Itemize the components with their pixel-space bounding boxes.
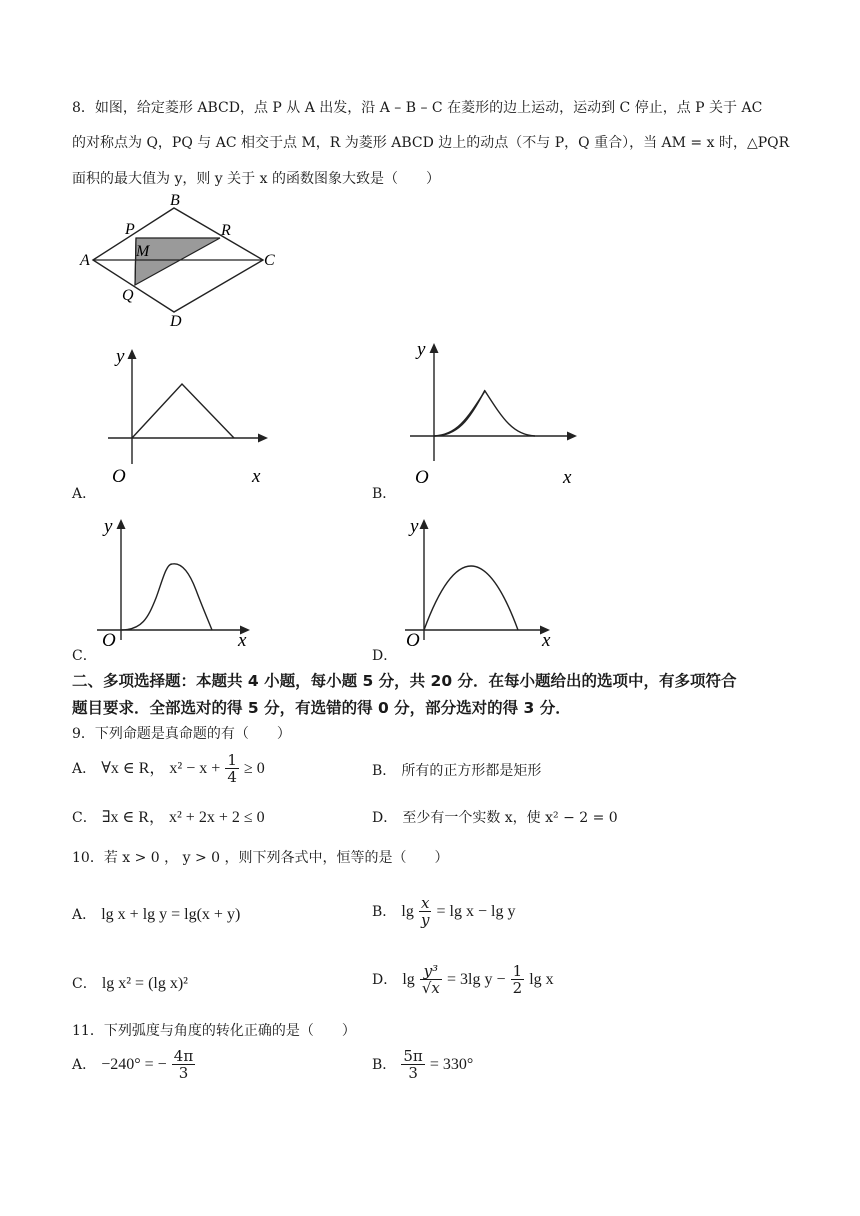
q11-a-label: A． xyxy=(72,1057,97,1073)
q10-option-d xyxy=(372,963,554,996)
label-a: A xyxy=(80,252,90,269)
q10-b-label: B． xyxy=(372,904,397,920)
q10-d-mid: = 3lg y − xyxy=(447,971,506,988)
curve-b-rise xyxy=(434,391,485,436)
q9-option-c xyxy=(72,807,265,828)
q10-d-label: D． xyxy=(372,972,398,988)
axis-y-c: y xyxy=(104,516,113,537)
axis-y-a: y xyxy=(116,346,125,367)
rhombus-figure xyxy=(78,190,288,330)
q9-option-b xyxy=(372,760,541,781)
q8-line3: 面积的最大值为 y，则 y 关于 x 的函数图象大致是（ ） xyxy=(72,171,440,187)
q10-b-pre: lg xyxy=(401,903,414,920)
q11-a-fraction: $\frac{4\pi}{3}$ xyxy=(173,1047,194,1082)
label-m: M xyxy=(136,243,150,260)
axis-x-c: x xyxy=(238,630,247,651)
q9-d-text: 至少有一个实数 x，使 x² − 2 = 0 xyxy=(402,810,618,826)
q10-d-post: lg x xyxy=(529,971,554,988)
q11-stem: 11．下列弧度与角度的转化正确的是（ ） xyxy=(72,1023,356,1039)
curve-c xyxy=(121,564,212,630)
q8-line2: 的对称点为 Q，PQ 与 AC 相交于点 M，R 为菱形 ABCD 边上的动点（不与 P，Q 重合），当 AM = x 时，△PQR xyxy=(72,135,790,151)
axis-x-b: x xyxy=(563,467,572,488)
q9-c-text: ∃x ∈ R， x² + 2x + 2 ≤ 0 xyxy=(101,809,265,826)
q10-option-b xyxy=(372,895,515,928)
q9-stem: 9．下列命题是真命题的有（ ） xyxy=(72,726,291,742)
q11-option-a xyxy=(72,1048,195,1081)
q10-c-label: C． xyxy=(72,976,97,992)
q9-c-label: C． xyxy=(72,810,97,826)
q9-b-text: 所有的正方形都是矩形 xyxy=(401,763,542,779)
q10-d-pre: lg xyxy=(402,971,415,988)
q9-d-label: D． xyxy=(372,810,398,826)
q10-b-post: = lg x − lg y xyxy=(436,903,516,920)
curve-a xyxy=(132,384,234,438)
q8-option-c-label: C． xyxy=(72,648,97,664)
q10-option-a xyxy=(72,904,240,925)
q8-option-b-label: B． xyxy=(372,486,397,502)
axis-x-a: x xyxy=(252,466,261,487)
label-b: B xyxy=(170,192,180,209)
q8-option-c-graph xyxy=(92,512,262,657)
q8-option-d-label: D． xyxy=(372,648,398,664)
q8-option-d-graph xyxy=(400,512,570,657)
q10-b-fraction: $\frac{x}{y}$ xyxy=(420,894,430,929)
origin-a: O xyxy=(112,466,126,487)
q11-a-pre: −240° = − xyxy=(101,1056,167,1073)
q10-a-label: A． xyxy=(72,907,97,923)
axis-y-b: y xyxy=(417,339,426,360)
q9-option-d xyxy=(372,807,618,828)
axis-x-d: x xyxy=(542,630,551,651)
q9-a-label: A． xyxy=(72,761,97,777)
q10-option-c xyxy=(72,973,188,994)
label-q: Q xyxy=(122,287,134,304)
label-d: D xyxy=(170,313,182,330)
q9-a-post: ≥ 0 xyxy=(243,760,265,777)
q10-a-text: lg x + lg y = lg(x + y) xyxy=(101,906,241,923)
label-p: P xyxy=(125,221,135,238)
q11-b-fraction: $\frac{5\pi}{3}$ xyxy=(403,1047,423,1082)
label-c: C xyxy=(264,252,275,269)
axis-y-d: y xyxy=(410,516,419,537)
q10-stem: 10．若 x > 0 ， y > 0 ，则下列各式中，恒等的是（ ） xyxy=(72,850,449,866)
origin-d: O xyxy=(406,630,420,651)
q10-d-fraction2: $\frac{1}{2}$ xyxy=(512,962,523,997)
q8-line1: 8．如图，给定菱形 ABCD，点 P 从 A 出发，沿 A – B – C 在菱形的边上运动，运动到 C 停止，点 P 关于 AC xyxy=(72,100,763,116)
q11-b-post: = 330° xyxy=(429,1056,474,1073)
origin-b: O xyxy=(415,467,429,488)
q9-a-fraction: $\frac{1}{4}$ xyxy=(227,751,237,786)
curve-d xyxy=(424,566,518,630)
q11-b-label: B． xyxy=(372,1057,397,1073)
section2-line2: 题目要求．全部选对的得 5 分，有选错的得 0 分，部分选对的得 3 分． xyxy=(72,699,571,717)
label-r: R xyxy=(221,222,231,239)
q9-b-label: B． xyxy=(372,763,397,779)
section2-line1: 二、多项选择题：本题共 4 小题，每小题 5 分，共 20 分．在每小题给出的选项中，有多项符合 xyxy=(72,672,737,690)
q8-option-a-graph xyxy=(100,342,275,492)
q10-c-text: lg x² = (lg x)² xyxy=(101,975,188,992)
q9-a-pre: ∀x ∈ R， x² − x + xyxy=(101,760,221,777)
q10-d-fraction1: $\frac{\text{y³}}{√x}$ xyxy=(421,962,440,997)
q9-option-a xyxy=(72,752,265,785)
q11-option-b xyxy=(372,1048,473,1081)
curve-b-fall xyxy=(485,391,535,436)
q8-option-b-graph xyxy=(405,335,590,490)
origin-c: O xyxy=(102,630,116,651)
q8-option-a-label: A． xyxy=(72,486,97,502)
